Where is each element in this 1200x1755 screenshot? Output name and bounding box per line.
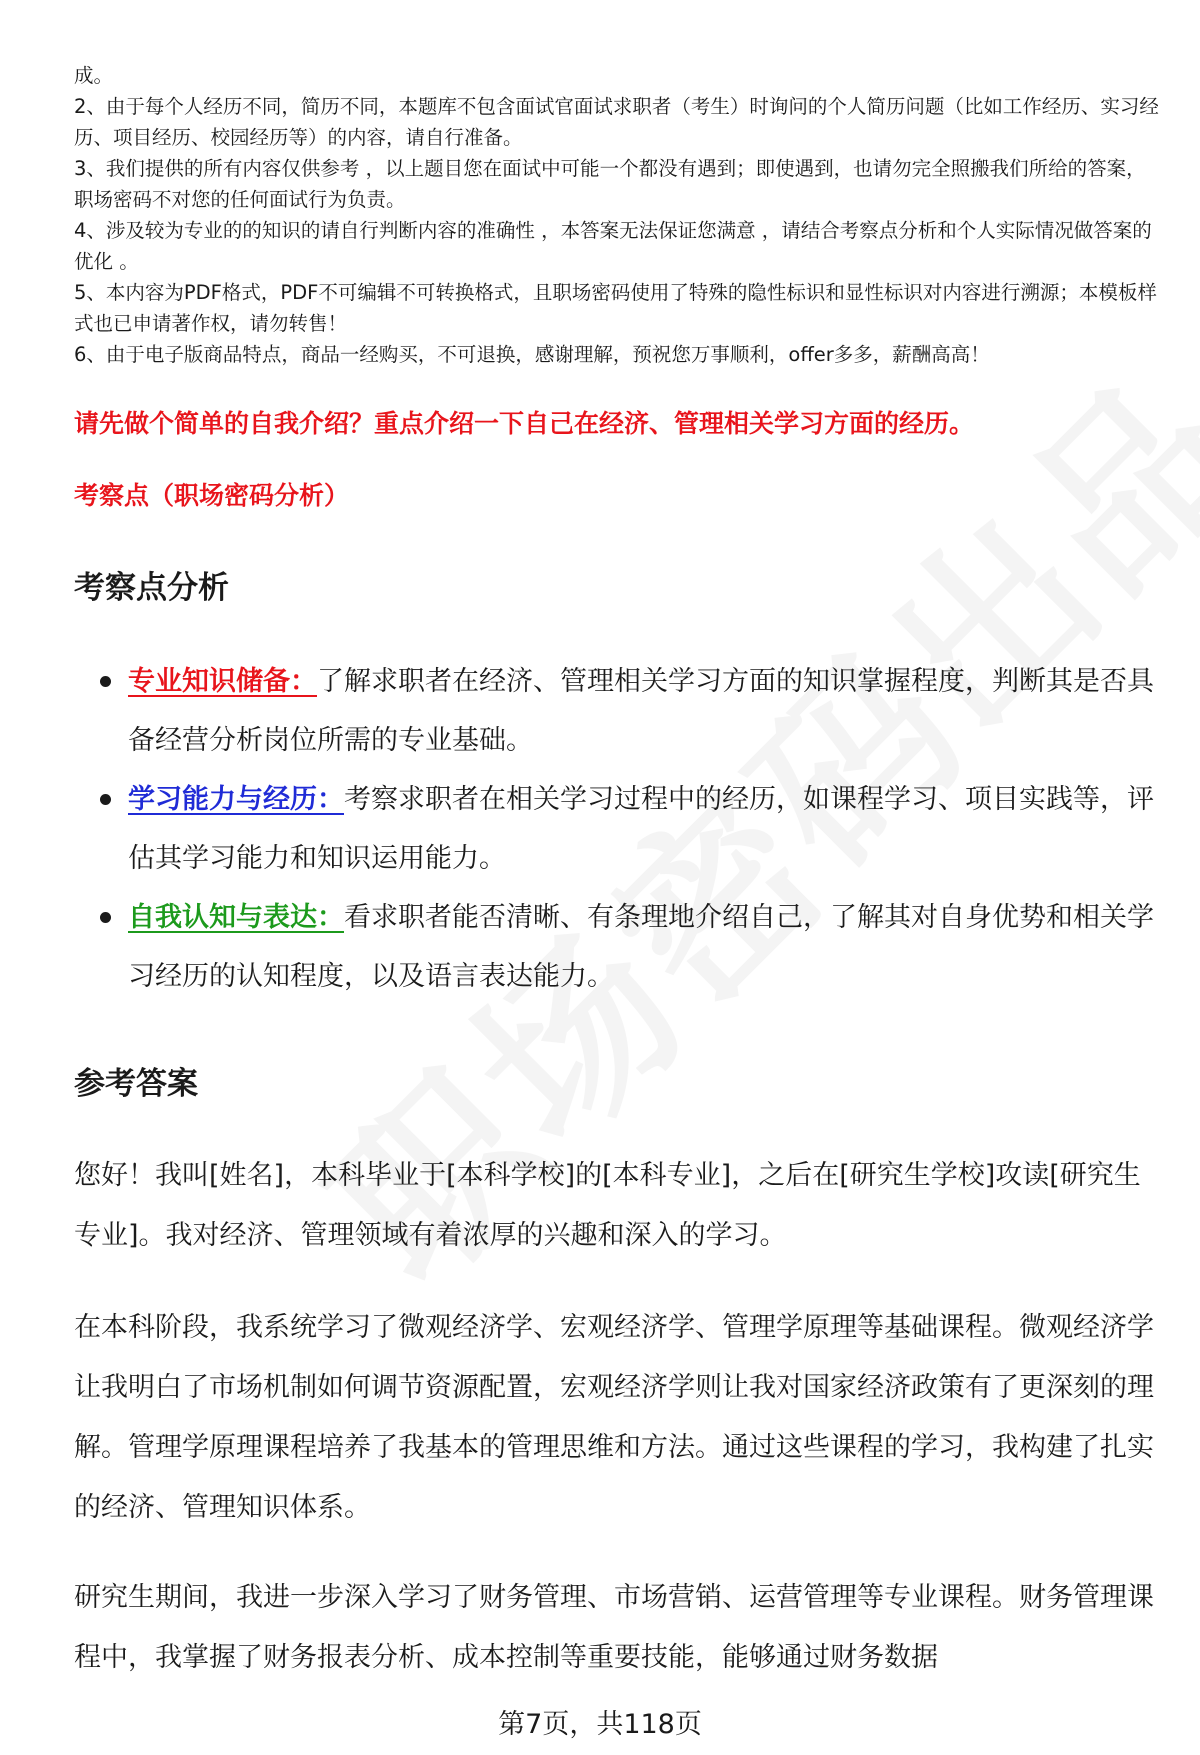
analysis-item [74, 888, 1160, 1006]
answer-paragraph: 在本科阶段，我系统学习了微观经济学、宏观经济学、管理学原理等基础课程。微观经济学让我明白了市场机制如何调节资源配置，宏观经济学则让我对国家经济政策有了更深刻的理解。管理学原理课程培养了我基本的管理思维和方法。通过这些课程的学习，我构建了扎实的经济、管理知识体系。 [74, 1312, 1154, 1523]
note-item: 4、涉及较为专业的的知识的请自行判断内容的准确性 ，本答案无法保证您满意 ，请结合考察点分析和个人实际情况做答案的优化 。 [74, 219, 1152, 273]
notes-section [74, 60, 1164, 370]
exam-point-label: 考察点（职场密码分析） [74, 481, 350, 510]
bullet-icon [100, 676, 111, 687]
analysis-text: 看求职者能否清晰、有条理地介绍自己，了解其对自身优势和相关学习经历的认知程度，以及语言表达能力。 [128, 902, 1154, 992]
analysis-term: 自我认知与表达： [128, 902, 344, 933]
bullet-icon [100, 794, 111, 805]
analysis-text: 了解求职者在经济、管理相关学习方面的知识掌握程度，判断其是否具备经营分析岗位所需的专业基础。 [128, 666, 1154, 756]
note-item: 5、本内容为PDF格式，PDF不可编辑不可转换格式，且职场密码使用了特殊的隐性标识和显性标识对内容进行溯源；本模板样式也已申请著作权，请勿转售！ [74, 281, 1157, 335]
analysis-text: 考察求职者在相关学习过程中的经历，如课程学习、项目实践等，评估其学习能力和知识运用能力。 [128, 784, 1154, 874]
analysis-item [74, 770, 1160, 888]
note-item: 2、由于每个人经历不同，简历不同，本题库不包含面试官面试求职者（考生）时询问的个人简历问题（比如工作经历、实习经历、项目经历、校园经历等）的内容，请自行准备。 [74, 95, 1159, 149]
analysis-term: 专业知识储备： [128, 666, 317, 697]
analysis-item [74, 652, 1160, 770]
answer-paragraph: 研究生期间，我进一步深入学习了财务管理、市场营销、运营管理等专业课程。财务管理课程中，我掌握了财务报表分析、成本控制等重要技能，能够通过财务数据 [74, 1582, 1154, 1673]
analysis-heading: 考察点分析 [74, 570, 229, 606]
bullet-icon [100, 912, 111, 923]
analysis-list [74, 652, 1160, 1006]
answer-heading: 参考答案 [74, 1066, 198, 1102]
note-item: 成。 [74, 64, 114, 87]
analysis-term: 学习能力与经历： [128, 784, 344, 815]
note-item: 6、由于电子版商品特点，商品一经购买，不可退换，感谢理解，预祝您万事顺利，offer多多，薪酬高高！ [74, 343, 990, 366]
note-item: 3、我们提供的所有内容仅供参考 ，以上题目您在面试中可能一个都没有遇到；即使遇到，也请勿完全照搬我们所给的答案，职场密码不对您的任何面试行为负责。 [74, 157, 1146, 211]
interview-question: 请先做个简单的自我介绍？重点介绍一下自己在经济、管理相关学习方面的经历。 [74, 409, 975, 438]
answer-paragraph: 您好！我叫[姓名]，本科毕业于[本科学校]的[本科专业]，之后在[研究生学校]攻读[研究生专业]。我对经济、管理领域有着浓厚的兴趣和深入的学习。 [74, 1160, 1141, 1251]
page-footer: 第7页，共118页 [498, 1709, 702, 1740]
